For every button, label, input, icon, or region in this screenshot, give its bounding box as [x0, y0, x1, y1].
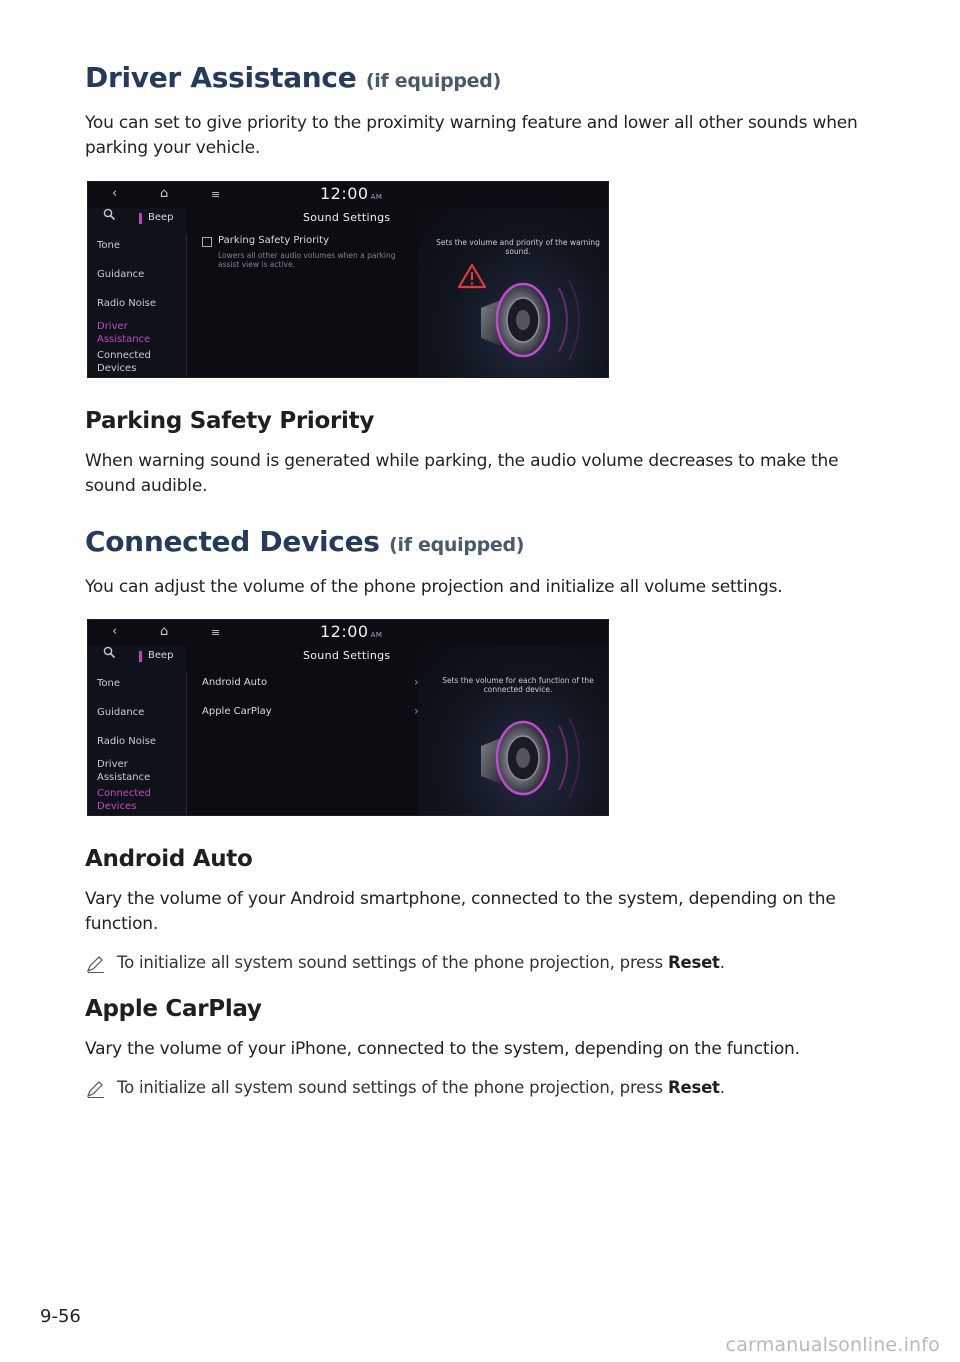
reset-keyword: Reset — [667, 953, 720, 972]
menu-item-radio-noise[interactable]: Radio Noise — [97, 298, 157, 309]
pencil-note-icon — [85, 1079, 107, 1099]
android-auto-note — [85, 952, 725, 974]
clock-ampm: AM — [370, 631, 383, 639]
section-qualifier: (if equipped) — [389, 534, 525, 556]
beep-label[interactable]: Beep — [148, 212, 174, 223]
speaker-icon — [471, 698, 591, 810]
clock-time: 12:00 — [320, 622, 369, 641]
menu-icon[interactable]: ≡ — [211, 626, 221, 639]
section-title-text: Driver Assistance — [85, 61, 357, 94]
note-text: To initialize all system sound settings of the phone projection, press — [117, 953, 668, 972]
apple-carplay-note — [85, 1077, 725, 1099]
section-title-driver-assistance — [85, 61, 501, 94]
screen-info-text: Sets the volume and priority of the warning sound. — [436, 238, 600, 256]
screen-info-text: Sets the volume for each function of the connected device. — [442, 676, 594, 694]
menu-item-radio-noise[interactable]: Radio Noise — [97, 736, 157, 747]
back-icon[interactable]: ‹ — [112, 186, 118, 201]
apple-carplay-title: Apple CarPlay — [85, 996, 262, 1022]
note-suffix: . — [719, 953, 725, 972]
menu-item-guidance[interactable]: Guidance — [97, 707, 145, 718]
beep-label[interactable]: Beep — [148, 650, 174, 661]
menu-item-connected-devices[interactable]: Connected Devices — [97, 788, 151, 812]
clock-ampm: AM — [370, 193, 383, 201]
chevron-right-icon: › — [414, 675, 419, 689]
screen-connected-devices — [87, 619, 609, 816]
menu-item-guidance[interactable]: Guidance — [97, 269, 145, 280]
watermark: carmanualsonline.info — [725, 1334, 940, 1356]
page-number: 9-56 — [40, 1306, 81, 1327]
driver-assistance-description: You can set to give priority to the proximity warning feature and lower all other sounds when parking your vehicle. — [85, 113, 858, 158]
android-auto-description: Vary the volume of your Android smartphone, connected to the system, depending on the function. — [85, 889, 836, 934]
menu-item-tone[interactable]: Tone — [97, 678, 121, 689]
android-auto-row[interactable]: Android Auto — [202, 677, 268, 688]
parking-safety-title: Parking Safety Priority — [85, 408, 375, 434]
beep-accent-bar — [139, 213, 142, 224]
search-icon[interactable] — [103, 208, 116, 225]
screen-top-bar — [88, 182, 608, 208]
screen-driver-assistance — [87, 181, 609, 378]
clock-time: 12:00 — [320, 184, 369, 203]
menu-item-tone[interactable]: Tone — [97, 240, 121, 251]
note-suffix: . — [719, 1078, 725, 1097]
parking-safety-description: When warning sound is generated while parking, the audio volume decreases to make the sound audible. — [85, 451, 839, 496]
reset-keyword: Reset — [667, 1078, 720, 1097]
menu-icon[interactable]: ≡ — [211, 188, 221, 201]
parking-safety-checkbox[interactable] — [202, 237, 212, 247]
section-title-text: Connected Devices — [85, 525, 380, 558]
home-icon[interactable]: ⌂ — [160, 624, 169, 639]
menu-item-driver-assistance[interactable]: Driver Assistance — [97, 759, 151, 783]
screen-top-bar — [88, 620, 608, 646]
section-title-connected-devices — [85, 525, 525, 558]
menu-item-connected-devices[interactable]: Connected Devices — [97, 350, 151, 374]
screen-divider — [186, 234, 187, 377]
screen-header: Sound Settings — [303, 649, 391, 662]
search-icon[interactable] — [103, 646, 116, 663]
speaker-icon — [471, 260, 591, 372]
home-icon[interactable]: ⌂ — [160, 186, 169, 201]
parking-safety-option-label[interactable]: Parking Safety Priority — [218, 235, 330, 246]
chevron-right-icon: › — [414, 704, 419, 718]
pencil-note-icon — [85, 954, 107, 974]
menu-item-driver-assistance[interactable]: Driver Assistance — [97, 321, 151, 345]
beep-accent-bar — [139, 651, 142, 662]
apple-carplay-row[interactable]: Apple CarPlay — [202, 706, 272, 717]
note-text: To initialize all system sound settings of the phone projection, press — [117, 1078, 668, 1097]
android-auto-title: Android Auto — [85, 846, 253, 872]
connected-devices-description: You can adjust the volume of the phone projection and initialize all volume settings. — [85, 577, 783, 597]
parking-safety-option-desc: Lowers all other audio volumes when a parking assist view is active. — [218, 251, 396, 269]
apple-carplay-description: Vary the volume of your iPhone, connected to the system, depending on the function. — [85, 1039, 800, 1059]
back-icon[interactable]: ‹ — [112, 624, 118, 639]
screen-divider — [186, 672, 187, 815]
clock — [320, 622, 382, 641]
screen-header: Sound Settings — [303, 211, 391, 224]
section-qualifier: (if equipped) — [365, 70, 501, 92]
clock — [320, 184, 382, 203]
